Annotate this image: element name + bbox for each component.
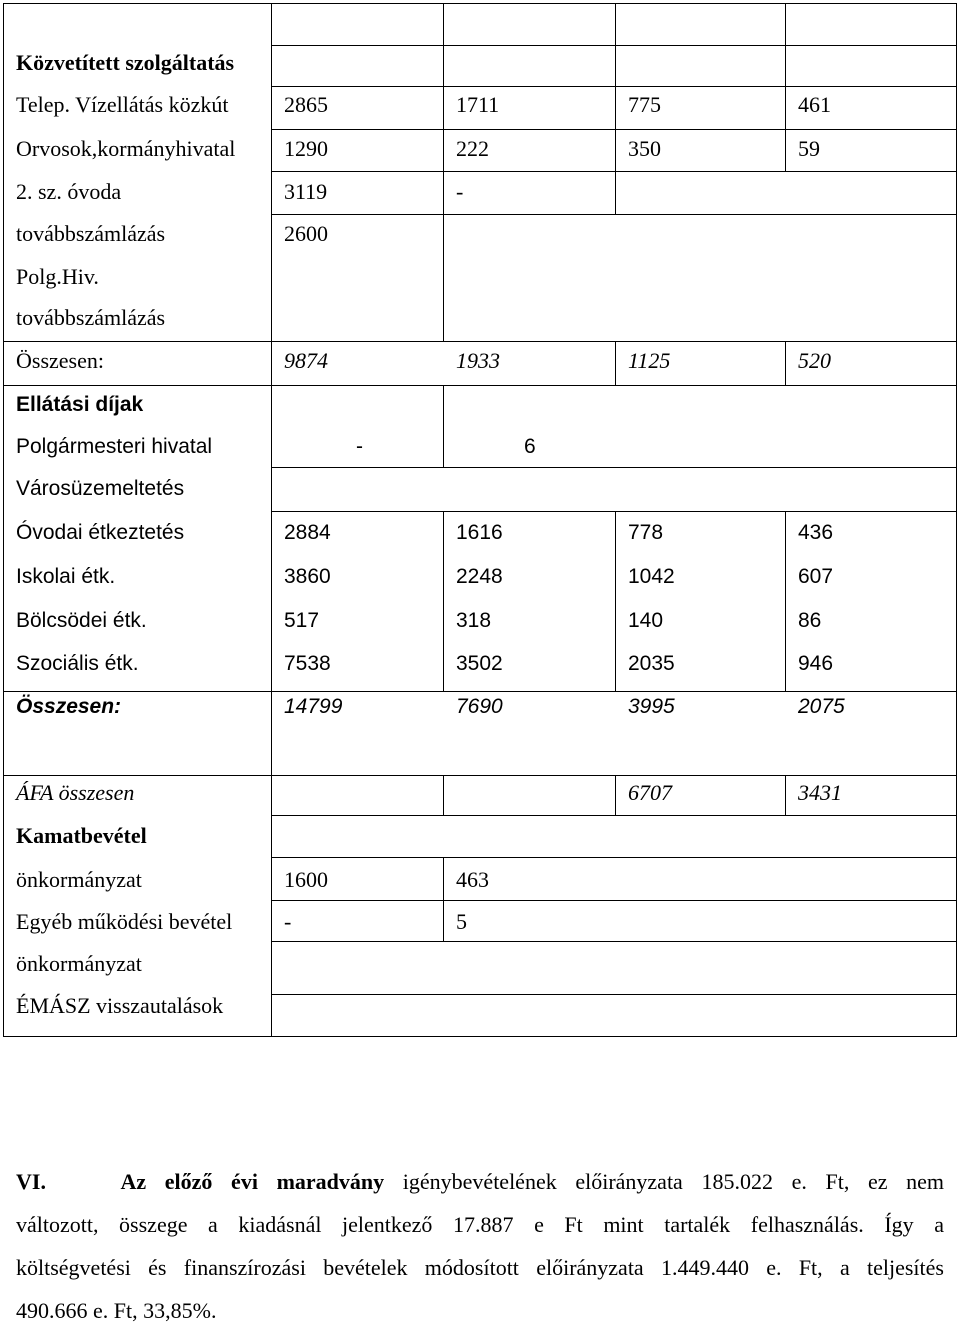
table-cell: 3119 xyxy=(284,179,328,204)
grid-hline xyxy=(3,385,957,386)
table-cell: 1290 xyxy=(284,136,328,161)
table-cell: 9874 xyxy=(284,348,328,373)
table-cell: 461 xyxy=(798,92,831,117)
table-cell: 463 xyxy=(456,867,489,892)
paragraph-text: igénybevételének előirányzata 185.022 e. Ft, ez nem xyxy=(402,1169,945,1194)
table-cell: 1042 xyxy=(628,565,675,588)
section-number: VI. xyxy=(16,1169,46,1194)
row-label: Orvosok,kormányhivatal xyxy=(16,136,236,161)
table-cell: 1616 xyxy=(456,521,503,544)
row-label: ÁFA összesen xyxy=(16,780,135,805)
grid-hline xyxy=(271,857,957,858)
row-label: Polgármesteri hivatal xyxy=(16,435,213,458)
table-cell: 775 xyxy=(628,92,661,117)
grid-hline xyxy=(271,994,957,995)
grid-vline xyxy=(615,341,616,385)
table-cell: 2075 xyxy=(798,695,845,718)
table-cell: 607 xyxy=(798,565,834,588)
table-cell: - xyxy=(284,909,292,934)
grid-vline xyxy=(785,341,786,385)
table-cell: 7690 xyxy=(456,695,503,718)
table-cell: 1600 xyxy=(284,867,328,892)
row-label: ÉMÁSZ visszautalások xyxy=(16,993,224,1018)
row-label: Polg.Hiv. xyxy=(16,264,99,289)
grid-vline xyxy=(443,857,444,941)
table-cell: 517 xyxy=(284,609,320,632)
grid-vline xyxy=(785,775,786,815)
grid-hline xyxy=(3,341,957,342)
row-label: Közvetített szolgáltatás xyxy=(16,50,235,75)
table-cell: - xyxy=(356,435,363,458)
table-cell: 222 xyxy=(456,136,489,161)
grid-hline xyxy=(271,900,957,901)
section-heading: Az előző évi maradvány xyxy=(120,1169,385,1194)
table-cell: 778 xyxy=(628,521,664,544)
table-cell: 318 xyxy=(456,609,492,632)
grid-hline xyxy=(3,775,957,776)
table-cell: 7538 xyxy=(284,652,331,675)
grid-hline xyxy=(271,511,957,512)
table-cell: 946 xyxy=(798,652,834,675)
grid-hline xyxy=(271,171,957,172)
table-cell: 3860 xyxy=(284,565,331,588)
grid-hline xyxy=(271,45,957,46)
grid-vline xyxy=(615,3,616,214)
table-cell: 2035 xyxy=(628,652,675,675)
grid-vline xyxy=(271,3,272,1037)
grid-vline xyxy=(443,3,444,341)
row-label: Iskolai étk. xyxy=(16,565,116,588)
paragraph-line-4: 490.666 e. Ft, 33,85%. xyxy=(16,1298,217,1323)
table-cell: 436 xyxy=(798,521,834,544)
row-label: Városüzemeltetés xyxy=(16,477,185,500)
row-label: Ellátási díjak xyxy=(16,393,144,416)
grid-vline xyxy=(443,775,444,815)
paragraph-line-3: költségvetési és finanszírozási bevételek módosított előirányzata 1.449.440 e. Ft, a teljesítés xyxy=(16,1255,944,1280)
row-label: továbbszámlázás xyxy=(16,305,166,330)
table-cell: 1933 xyxy=(456,348,500,373)
grid-hline xyxy=(271,86,957,87)
grid-vline xyxy=(785,3,786,171)
grid-hline xyxy=(271,214,957,215)
grid-hline xyxy=(271,941,957,942)
table-cell: 2865 xyxy=(284,92,328,117)
table-cell: 14799 xyxy=(284,695,343,718)
row-label: Egyéb működési bevétel xyxy=(16,909,233,934)
table-cell: 1125 xyxy=(628,348,671,373)
grid-vline xyxy=(443,511,444,691)
table-cell: 350 xyxy=(628,136,661,161)
grid-vline xyxy=(615,775,616,815)
row-label: 2. sz. óvoda xyxy=(16,179,122,204)
row-label: Óvodai étkeztetés xyxy=(16,521,185,544)
grid-vline xyxy=(443,385,444,467)
table-cell: 3995 xyxy=(628,695,675,718)
table-cell: 2600 xyxy=(284,221,328,246)
section-vi-paragraph xyxy=(16,1160,944,1332)
row-label: Bölcsödei étk. xyxy=(16,609,147,632)
row-label: önkormányzat xyxy=(16,951,142,976)
table-cell: 5 xyxy=(456,909,467,934)
row-label: önkormányzat xyxy=(16,867,142,892)
table-cell: 2248 xyxy=(456,565,503,588)
grid-hline xyxy=(271,467,957,468)
paragraph-line-2: változott, összege a kiadásnál jelentkező 17.887 e Ft mint tartalék felhasználás. Így a xyxy=(16,1212,944,1237)
grid-vline xyxy=(785,511,786,691)
table-cell: 520 xyxy=(798,348,831,373)
grid-hline xyxy=(271,129,957,130)
table-cell: - xyxy=(456,179,464,204)
table-cell: 3431 xyxy=(798,780,842,805)
table-cell: 6707 xyxy=(628,780,672,805)
grid-hline xyxy=(271,815,957,816)
row-label: Telep. Vízellátás közkút xyxy=(16,92,229,117)
table-cell: 6 xyxy=(524,435,536,458)
grid-vline xyxy=(615,511,616,691)
paragraph-line-1 xyxy=(16,1160,944,1203)
table-cell: 2884 xyxy=(284,521,331,544)
row-label: Összesen: xyxy=(16,695,122,718)
row-label: Szociális étk. xyxy=(16,652,139,675)
row-label: Kamatbevétel xyxy=(16,823,147,848)
row-label: Összesen: xyxy=(16,348,104,373)
grid-hline xyxy=(3,691,957,692)
table-cell: 140 xyxy=(628,609,664,632)
table-cell: 1711 xyxy=(456,92,500,117)
table-cell: 3502 xyxy=(456,652,503,675)
row-label: továbbszámlázás xyxy=(16,221,166,246)
table-cell: 86 xyxy=(798,609,822,632)
table-cell: 59 xyxy=(798,136,820,161)
